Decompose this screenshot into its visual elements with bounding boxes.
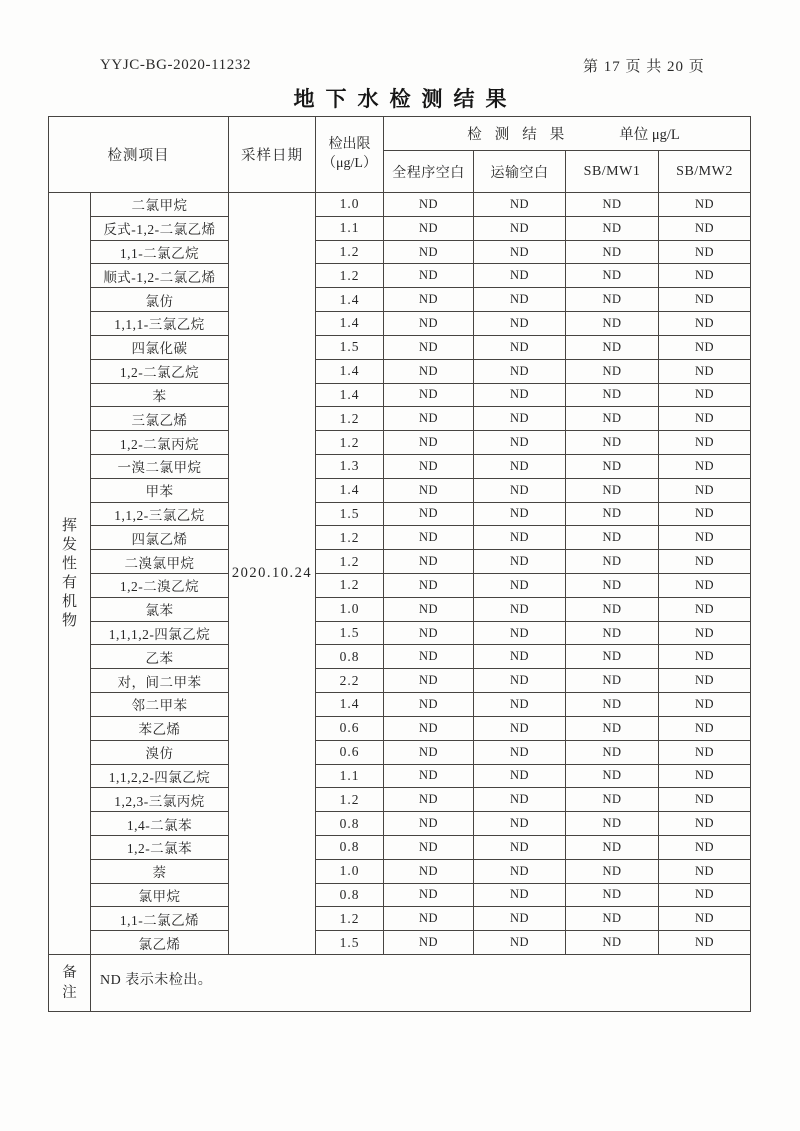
detection-limit-cell: 0.8 bbox=[316, 883, 384, 907]
item-name-cell: 顺式-1,2-二氯乙烯 bbox=[91, 264, 229, 288]
table-row bbox=[49, 716, 751, 740]
result-cell: ND bbox=[384, 335, 474, 359]
table-row bbox=[49, 335, 751, 359]
result-cell: ND bbox=[474, 764, 566, 788]
item-name-cell: 溴仿 bbox=[91, 740, 229, 764]
item-name-cell: 甲苯 bbox=[91, 478, 229, 502]
result-cell: ND bbox=[384, 621, 474, 645]
result-cell: ND bbox=[566, 669, 659, 693]
item-name-cell: 1,1,2,2-四氯乙烷 bbox=[91, 764, 229, 788]
result-cell: ND bbox=[659, 788, 751, 812]
table-row bbox=[49, 835, 751, 859]
detection-limit-cell: 1.4 bbox=[316, 359, 384, 383]
item-name-cell: 1,2,3-三氯丙烷 bbox=[91, 788, 229, 812]
detection-limit-label-line1: 检出限 bbox=[328, 136, 371, 152]
detection-limit-cell: 0.8 bbox=[316, 812, 384, 836]
table-row bbox=[49, 454, 751, 478]
category-char: 挥 bbox=[61, 517, 77, 534]
remark-label-char: 注 bbox=[62, 984, 77, 1001]
table-row bbox=[49, 264, 751, 288]
item-name-cell: 一溴二氯甲烷 bbox=[91, 454, 229, 478]
result-cell: ND bbox=[659, 740, 751, 764]
table-row bbox=[49, 574, 751, 598]
col-header-results-group bbox=[384, 117, 751, 151]
result-cell: ND bbox=[566, 264, 659, 288]
item-name-cell: 二氯甲烷 bbox=[91, 193, 229, 217]
table-row bbox=[49, 621, 751, 645]
item-name-cell: 氯甲烷 bbox=[91, 883, 229, 907]
result-cell: ND bbox=[384, 669, 474, 693]
result-cell: ND bbox=[566, 859, 659, 883]
category-char: 物 bbox=[61, 612, 77, 629]
sample-date-cell: 2020.10.24 bbox=[229, 193, 316, 955]
result-cell: ND bbox=[566, 288, 659, 312]
result-cell: ND bbox=[566, 312, 659, 336]
result-cell: ND bbox=[384, 312, 474, 336]
table-row bbox=[49, 907, 751, 931]
result-cell: ND bbox=[659, 359, 751, 383]
result-cell: ND bbox=[384, 931, 474, 955]
remark-text: ND 表示未检出。 bbox=[91, 955, 751, 1012]
table-row bbox=[49, 431, 751, 455]
result-cell: ND bbox=[566, 526, 659, 550]
category-char: 发 bbox=[61, 536, 77, 553]
result-cell: ND bbox=[659, 431, 751, 455]
result-cell: ND bbox=[566, 597, 659, 621]
detection-limit-cell: 1.2 bbox=[316, 240, 384, 264]
result-cell: ND bbox=[384, 288, 474, 312]
detection-limit-cell: 1.4 bbox=[316, 288, 384, 312]
result-cell: ND bbox=[474, 454, 566, 478]
item-name-cell: 1,1-二氯乙烷 bbox=[91, 240, 229, 264]
table-row bbox=[49, 407, 751, 431]
detection-limit-label-line2: （μg/L） bbox=[322, 155, 377, 171]
result-cell: ND bbox=[659, 883, 751, 907]
result-cell: ND bbox=[384, 883, 474, 907]
category-char: 性 bbox=[61, 555, 77, 572]
result-cell: ND bbox=[659, 645, 751, 669]
result-cell: ND bbox=[566, 383, 659, 407]
table-footer bbox=[49, 955, 751, 1012]
table-row bbox=[49, 740, 751, 764]
result-cell: ND bbox=[659, 931, 751, 955]
result-cell: ND bbox=[659, 312, 751, 336]
result-cell: ND bbox=[474, 407, 566, 431]
table-row bbox=[49, 788, 751, 812]
result-cell: ND bbox=[659, 240, 751, 264]
table-row bbox=[49, 931, 751, 955]
detection-limit-cell: 1.2 bbox=[316, 407, 384, 431]
category-label bbox=[49, 519, 90, 629]
detection-limit-cell: 1.4 bbox=[316, 478, 384, 502]
detection-limit-cell: 1.2 bbox=[316, 574, 384, 598]
result-cell: ND bbox=[384, 240, 474, 264]
table-row bbox=[49, 526, 751, 550]
result-cell: ND bbox=[566, 931, 659, 955]
table-row bbox=[49, 645, 751, 669]
result-cell: ND bbox=[659, 621, 751, 645]
table-row bbox=[49, 883, 751, 907]
result-cell: ND bbox=[659, 454, 751, 478]
doc-number: YYJC-BG-2020-11232 bbox=[100, 57, 252, 73]
item-name-cell: 乙苯 bbox=[91, 645, 229, 669]
detection-limit-cell: 1.5 bbox=[316, 931, 384, 955]
result-cell: ND bbox=[659, 597, 751, 621]
result-cell: ND bbox=[659, 907, 751, 931]
result-cell: ND bbox=[474, 693, 566, 717]
remark-label bbox=[49, 966, 90, 1000]
result-cell: ND bbox=[566, 407, 659, 431]
item-name-cell: 氯仿 bbox=[91, 288, 229, 312]
result-cell: ND bbox=[474, 288, 566, 312]
result-cell: ND bbox=[474, 383, 566, 407]
detection-limit-cell: 1.2 bbox=[316, 907, 384, 931]
page-indicator: 第 17 页 共 20 页 bbox=[583, 59, 705, 75]
result-cell: ND bbox=[474, 740, 566, 764]
result-cell: ND bbox=[659, 812, 751, 836]
table-row bbox=[49, 597, 751, 621]
detection-limit-cell: 0.6 bbox=[316, 740, 384, 764]
table-row bbox=[49, 240, 751, 264]
page-title: 地下水检测结果 bbox=[293, 87, 518, 111]
table-row bbox=[49, 216, 751, 240]
table-row bbox=[49, 764, 751, 788]
item-name-cell: 四氯化碳 bbox=[91, 335, 229, 359]
result-cell: ND bbox=[384, 383, 474, 407]
result-cell: ND bbox=[566, 764, 659, 788]
col-header-transport-blank: 运输空白 bbox=[474, 151, 566, 193]
table-row bbox=[49, 502, 751, 526]
table-row bbox=[49, 288, 751, 312]
table-row bbox=[49, 312, 751, 336]
result-cell: ND bbox=[474, 931, 566, 955]
results-group-label: 检测结果 bbox=[467, 127, 578, 143]
result-cell: ND bbox=[384, 859, 474, 883]
result-cell: ND bbox=[659, 264, 751, 288]
result-cell: ND bbox=[474, 550, 566, 574]
result-cell: ND bbox=[474, 312, 566, 336]
result-cell: ND bbox=[659, 526, 751, 550]
result-cell: ND bbox=[659, 288, 751, 312]
result-cell: ND bbox=[659, 216, 751, 240]
remark-label-char: 备 bbox=[62, 965, 77, 981]
col-header-sbmw1: SB/MW1 bbox=[566, 151, 659, 193]
result-cell: ND bbox=[474, 264, 566, 288]
result-cell: ND bbox=[474, 669, 566, 693]
result-cell: ND bbox=[659, 574, 751, 598]
result-cell: ND bbox=[659, 502, 751, 526]
detection-limit-cell: 1.1 bbox=[316, 764, 384, 788]
result-cell: ND bbox=[384, 407, 474, 431]
item-name-cell: 二溴氯甲烷 bbox=[91, 550, 229, 574]
result-cell: ND bbox=[566, 812, 659, 836]
result-cell: ND bbox=[384, 645, 474, 669]
result-cell: ND bbox=[659, 835, 751, 859]
result-cell: ND bbox=[384, 193, 474, 217]
result-cell: ND bbox=[384, 574, 474, 598]
item-name-cell: 1,2-二氯丙烷 bbox=[91, 431, 229, 455]
item-name-cell: 1,2-二溴乙烷 bbox=[91, 574, 229, 598]
result-cell: ND bbox=[474, 478, 566, 502]
result-cell: ND bbox=[659, 669, 751, 693]
item-name-cell: 1,2-二氯苯 bbox=[91, 835, 229, 859]
result-cell: ND bbox=[566, 359, 659, 383]
result-cell: ND bbox=[659, 335, 751, 359]
result-cell: ND bbox=[566, 574, 659, 598]
detection-limit-cell: 1.2 bbox=[316, 431, 384, 455]
result-cell: ND bbox=[474, 645, 566, 669]
item-name-cell: 苯乙烯 bbox=[91, 716, 229, 740]
result-cell: ND bbox=[566, 716, 659, 740]
result-cell: ND bbox=[474, 621, 566, 645]
table-row bbox=[49, 193, 751, 217]
result-cell: ND bbox=[566, 645, 659, 669]
remark-label-cell bbox=[49, 955, 91, 1012]
category-char: 有 bbox=[61, 574, 77, 591]
result-cell: ND bbox=[474, 812, 566, 836]
detection-limit-cell: 1.1 bbox=[316, 216, 384, 240]
detection-limit-cell: 1.2 bbox=[316, 788, 384, 812]
detection-limit-cell: 1.5 bbox=[316, 335, 384, 359]
remark-row bbox=[49, 955, 751, 1012]
result-cell: ND bbox=[566, 454, 659, 478]
result-cell: ND bbox=[566, 240, 659, 264]
result-cell: ND bbox=[659, 764, 751, 788]
col-header-detection-limit bbox=[316, 117, 384, 193]
detection-limit-cell: 1.4 bbox=[316, 312, 384, 336]
result-cell: ND bbox=[566, 502, 659, 526]
result-cell: ND bbox=[566, 621, 659, 645]
item-name-cell: 1,1-二氯乙烯 bbox=[91, 907, 229, 931]
result-cell: ND bbox=[384, 526, 474, 550]
table-row bbox=[49, 693, 751, 717]
result-cell: ND bbox=[384, 454, 474, 478]
result-cell: ND bbox=[384, 812, 474, 836]
result-cell: ND bbox=[474, 240, 566, 264]
item-name-cell: 氯乙烯 bbox=[91, 931, 229, 955]
result-cell: ND bbox=[474, 502, 566, 526]
result-cell: ND bbox=[384, 907, 474, 931]
result-cell: ND bbox=[566, 550, 659, 574]
item-name-cell: 氯苯 bbox=[91, 597, 229, 621]
result-cell: ND bbox=[659, 478, 751, 502]
result-cell: ND bbox=[384, 264, 474, 288]
header-row-top bbox=[49, 117, 751, 151]
result-cell: ND bbox=[566, 883, 659, 907]
category-char: 机 bbox=[61, 593, 77, 610]
result-cell: ND bbox=[474, 835, 566, 859]
result-cell: ND bbox=[474, 597, 566, 621]
result-cell: ND bbox=[566, 478, 659, 502]
detection-limit-cell: 1.4 bbox=[316, 383, 384, 407]
result-cell: ND bbox=[474, 574, 566, 598]
item-name-cell: 对，间二甲苯 bbox=[91, 669, 229, 693]
result-cell: ND bbox=[384, 431, 474, 455]
result-cell: ND bbox=[566, 193, 659, 217]
result-cell: ND bbox=[384, 716, 474, 740]
result-cell: ND bbox=[474, 859, 566, 883]
result-cell: ND bbox=[384, 764, 474, 788]
result-cell: ND bbox=[384, 478, 474, 502]
result-cell: ND bbox=[566, 693, 659, 717]
result-cell: ND bbox=[384, 216, 474, 240]
detection-limit-cell: 1.5 bbox=[316, 502, 384, 526]
detection-limit-cell: 0.8 bbox=[316, 645, 384, 669]
result-cell: ND bbox=[566, 835, 659, 859]
detection-limit-cell: 0.8 bbox=[316, 835, 384, 859]
item-name-cell: 三氯乙烯 bbox=[91, 407, 229, 431]
table-row bbox=[49, 550, 751, 574]
table-row bbox=[49, 478, 751, 502]
item-name-cell: 1,1,1,2-四氯乙烷 bbox=[91, 621, 229, 645]
detection-limit-cell: 2.2 bbox=[316, 669, 384, 693]
detection-limit-cell: 0.6 bbox=[316, 716, 384, 740]
result-cell: ND bbox=[384, 835, 474, 859]
results-table bbox=[48, 116, 751, 1012]
result-cell: ND bbox=[474, 788, 566, 812]
detection-limit-cell: 1.5 bbox=[316, 621, 384, 645]
item-name-cell: 邻二甲苯 bbox=[91, 693, 229, 717]
item-name-cell: 1,1,2-三氯乙烷 bbox=[91, 502, 229, 526]
results-unit-label: 单位 μg/L bbox=[619, 127, 680, 143]
item-name-cell: 1,1,1-三氯乙烷 bbox=[91, 312, 229, 336]
item-name-cell: 四氯乙烯 bbox=[91, 526, 229, 550]
detection-limit-cell: 1.2 bbox=[316, 526, 384, 550]
item-name-cell: 1,4-二氯苯 bbox=[91, 812, 229, 836]
table-row bbox=[49, 812, 751, 836]
result-cell: ND bbox=[474, 335, 566, 359]
detection-limit-cell: 1.3 bbox=[316, 454, 384, 478]
detection-limit-cell: 1.2 bbox=[316, 550, 384, 574]
item-name-cell: 1,2-二氯乙烷 bbox=[91, 359, 229, 383]
result-cell: ND bbox=[384, 693, 474, 717]
result-cell: ND bbox=[474, 193, 566, 217]
result-cell: ND bbox=[659, 193, 751, 217]
result-cell: ND bbox=[659, 407, 751, 431]
result-cell: ND bbox=[566, 335, 659, 359]
result-cell: ND bbox=[474, 526, 566, 550]
detection-limit-cell: 1.2 bbox=[316, 264, 384, 288]
result-cell: ND bbox=[384, 550, 474, 574]
result-cell: ND bbox=[659, 693, 751, 717]
table-row bbox=[49, 669, 751, 693]
col-header-item: 检测项目 bbox=[49, 117, 229, 193]
result-cell: ND bbox=[384, 788, 474, 812]
result-cell: ND bbox=[474, 883, 566, 907]
result-cell: ND bbox=[659, 383, 751, 407]
table-body bbox=[49, 193, 751, 955]
result-cell: ND bbox=[474, 907, 566, 931]
detection-limit-cell: 1.0 bbox=[316, 859, 384, 883]
category-cell bbox=[49, 193, 91, 955]
table-row bbox=[49, 859, 751, 883]
result-cell: ND bbox=[474, 431, 566, 455]
detection-limit-cell: 1.0 bbox=[316, 597, 384, 621]
col-header-sample-date: 采样日期 bbox=[229, 117, 316, 193]
item-name-cell: 苯 bbox=[91, 383, 229, 407]
result-cell: ND bbox=[474, 359, 566, 383]
item-name-cell: 萘 bbox=[91, 859, 229, 883]
result-cell: ND bbox=[384, 359, 474, 383]
result-cell: ND bbox=[566, 788, 659, 812]
result-cell: ND bbox=[659, 550, 751, 574]
result-cell: ND bbox=[659, 859, 751, 883]
table-row bbox=[49, 383, 751, 407]
table-header bbox=[49, 117, 751, 193]
result-cell: ND bbox=[384, 597, 474, 621]
result-cell: ND bbox=[384, 502, 474, 526]
detection-limit-cell: 1.4 bbox=[316, 693, 384, 717]
result-cell: ND bbox=[474, 716, 566, 740]
result-cell: ND bbox=[566, 907, 659, 931]
result-cell: ND bbox=[566, 431, 659, 455]
result-cell: ND bbox=[384, 740, 474, 764]
col-header-full-procedure-blank: 全程序空白 bbox=[384, 151, 474, 193]
result-cell: ND bbox=[659, 716, 751, 740]
result-cell: ND bbox=[566, 216, 659, 240]
detection-limit-cell: 1.0 bbox=[316, 193, 384, 217]
item-name-cell: 反式-1,2-二氯乙烯 bbox=[91, 216, 229, 240]
result-cell: ND bbox=[474, 216, 566, 240]
col-header-sbmw2: SB/MW2 bbox=[659, 151, 751, 193]
table-row bbox=[49, 359, 751, 383]
result-cell: ND bbox=[566, 740, 659, 764]
